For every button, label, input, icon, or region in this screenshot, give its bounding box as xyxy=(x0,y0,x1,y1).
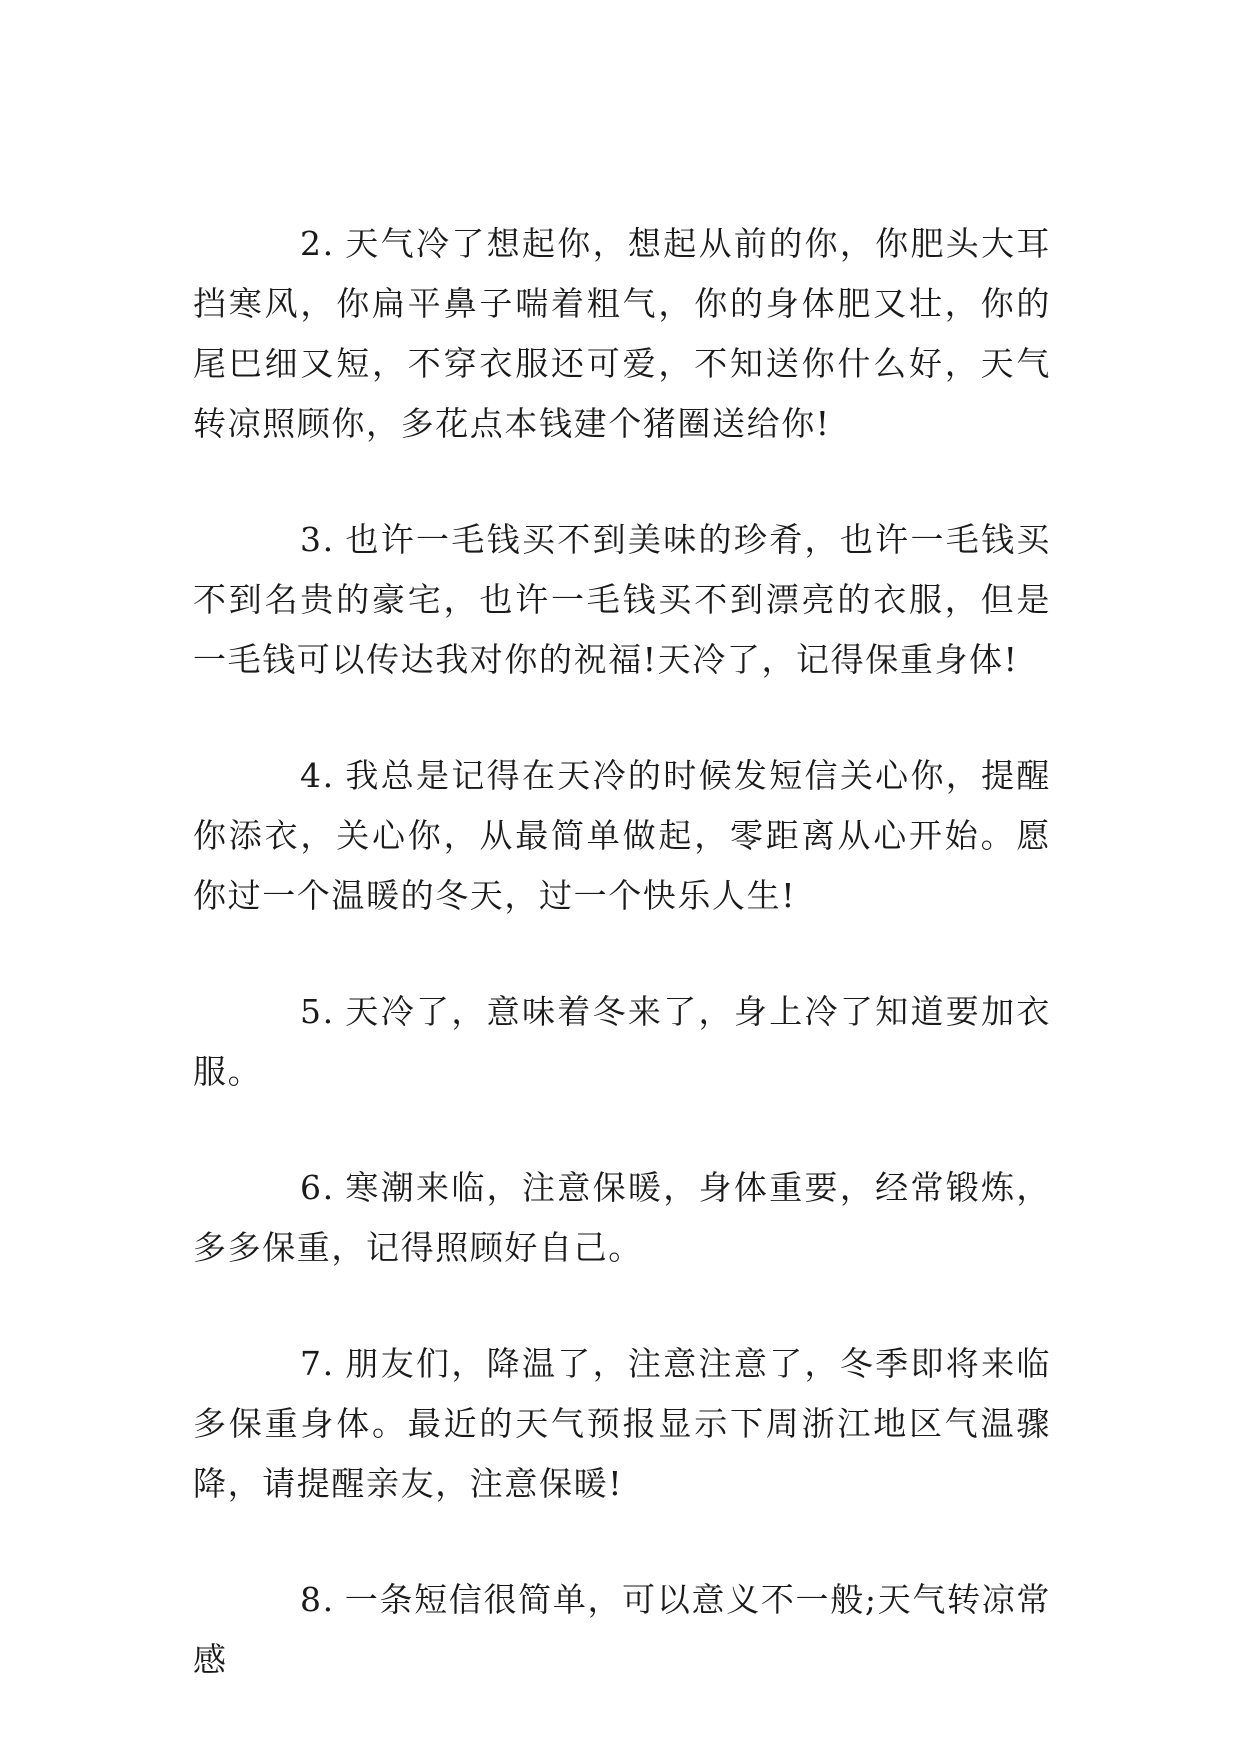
paragraph-text: 朋友们，降温了，注意注意了，冬季即将来临多保重身体。最近的天气预报显示下周浙江地区气温骤降，请提醒亲友，注意保暖! xyxy=(193,1344,1051,1503)
paragraph-text: 天冷了，意味着冬来了，身上冷了知道要加衣服。 xyxy=(193,992,1051,1091)
paragraph-text: 我总是记得在天冷的时候发短信关心你，提醒你添衣，关心你，从最简单做起，零距离从心开始。愿你过一个温暖的冬天，过一个快乐人生! xyxy=(193,756,1051,915)
paragraph-7 xyxy=(193,1334,1051,1514)
paragraph-number: 8. xyxy=(300,1580,335,1619)
paragraph-text: 天气冷了想起你，想起从前的你，你肥头大耳挡寒风，你扁平鼻子喘着粗气，你的身体肥又壮，你的尾巴细又短，不穿衣服还可爱，不知送你什么好，天气转凉照顾你，多花点本钱建个猪圈送给你! xyxy=(193,224,1051,443)
paragraph-2 xyxy=(193,214,1051,454)
paragraph-5 xyxy=(193,982,1051,1102)
paragraph-number: 6. xyxy=(300,1168,335,1207)
paragraph-number: 5. xyxy=(300,992,335,1031)
paragraph-number: 2. xyxy=(300,224,335,263)
paragraph-3 xyxy=(193,510,1051,690)
document-body xyxy=(193,214,1051,1746)
paragraph-number: 4. xyxy=(300,756,335,795)
paragraph-6 xyxy=(193,1158,1051,1278)
paragraph-4 xyxy=(193,746,1051,926)
paragraph-text: 也许一毛钱买不到美味的珍肴，也许一毛钱买不到名贵的豪宅，也许一毛钱买不到漂亮的衣服，但是一毛钱可以传达我对你的祝福!天冷了，记得保重身体! xyxy=(193,520,1051,679)
paragraph-text: 一条短信很简单，可以意义不一般;天气转凉常感 xyxy=(193,1580,1051,1679)
paragraph-number: 3. xyxy=(300,520,335,559)
paragraph-8 xyxy=(193,1570,1051,1690)
paragraph-text: 寒潮来临，注意保暖，身体重要，经常锻炼，多多保重，记得照顾好自己。 xyxy=(193,1168,1051,1267)
paragraph-number: 7. xyxy=(300,1344,335,1383)
